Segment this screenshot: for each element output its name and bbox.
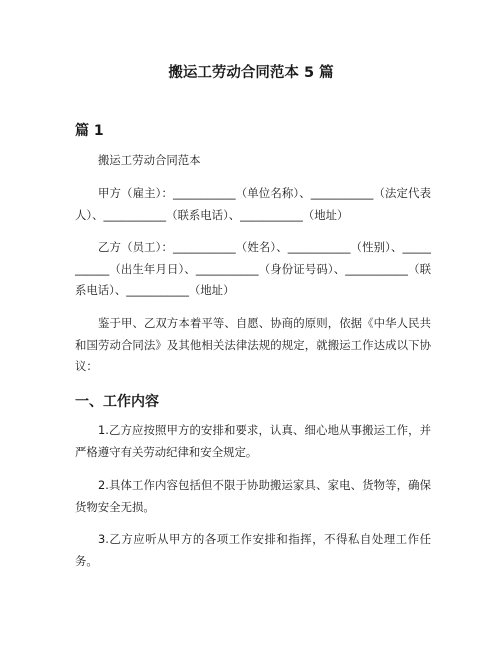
party-a-paragraph: 甲方（雇主）：___________（单位名称）、___________（法定代表人）、___________（联系电话）、___________（地址） (75, 186, 431, 222)
preamble-paragraph: 鉴于甲、乙双方本着平等、自愿、协商的原则，依据《中华人民共和国劳动合同法》及其他相关法律法规的规定，就搬运工作达成以下协议： (75, 316, 431, 373)
document-title: 搬运工劳动合同范本 5 篇 (168, 65, 334, 81)
clause-1-paragraph: 1.乙方应按照甲方的安排和要求，认真、细心地从事搬运工作，并严格遵守有关劳动纪律和安全规定。 (75, 423, 431, 459)
party-b-paragraph: 乙方（员工）：___________（姓名）、___________（性别）、___________（出生年月日）、___________（身份证号码）、___________（联系电话）、___________（地址） (75, 240, 431, 297)
heading-work-content: 一、工作内容 (75, 394, 159, 410)
section-label: 篇 1 (75, 123, 104, 139)
clause-3-paragraph: 3.乙方应听从甲方的各项工作安排和指挥，不得私自处理工作任务。 (75, 532, 431, 568)
contract-title-paragraph: 搬运工劳动合同范本 (98, 153, 201, 167)
clause-2-paragraph: 2.具体工作内容包括但不限于协助搬运家具、家电、货物等，确保货物安全无损。 (75, 478, 431, 514)
